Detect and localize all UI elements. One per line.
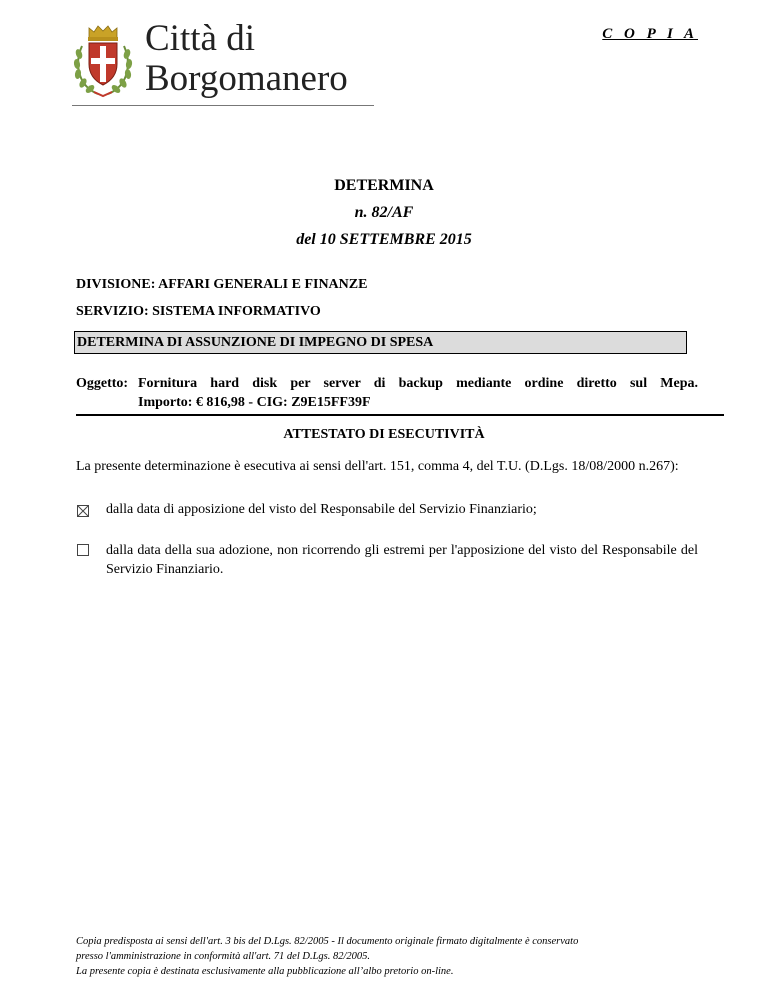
oggetto-importo: Importo: € 816,98 - CIG: Z9E15FF39F (138, 395, 371, 410)
divisione-line: DIVISIONE: AFFARI GENERALI E FINANZE (76, 277, 368, 292)
section-divider (76, 414, 724, 416)
document-title: DETERMINA (334, 177, 434, 194)
footer-note (76, 934, 716, 979)
attestato-heading: ATTESTATO DI ESECUTIVITÀ (283, 427, 485, 442)
logo-divider (72, 105, 374, 106)
footer-line-1: Copia predisposta ai sensi dell'art. 3 bis del D.Lgs. 82/2005 - Il documento originale firmato digitalmente è conservato (76, 936, 579, 947)
attestato-body: La presente determinazione è esecutiva ai sensi dell'art. 151, comma 4, del T.U. (D.Lgs. 18/08/2000 n.267): (76, 459, 679, 474)
option-adozione: dalla data della sua adozione, non ricorrendo gli estremi per l'apposizione del visto del Responsabile del Servizio Finanziario. (106, 543, 698, 577)
checkbox-unchecked (77, 544, 89, 556)
footer-line-2: presso l'amministrazione in conformità all'art. 71 del D.Lgs. 82/2005. (76, 951, 371, 962)
copia-label: C O P I A (602, 26, 698, 42)
footer-line-3: La presente copia è destinata esclusivamente alla pubblicazione all’albo pretorio on-line. (76, 966, 454, 977)
city-crest-logo (72, 24, 134, 100)
determina-type-box: DETERMINA DI ASSUNZIONE DI IMPEGNO DI SPESA (74, 331, 687, 354)
document-number: n. 82/AF (354, 204, 414, 221)
document-date: del 10 SETTEMBRE 2015 (296, 231, 472, 248)
oggetto-label: Oggetto: (76, 376, 129, 391)
logo-text-citta: Città di (145, 18, 255, 59)
checkbox-checked (77, 505, 89, 517)
servizio-line: SERVIZIO: SISTEMA INFORMATIVO (76, 304, 321, 319)
oggetto-text: Fornitura hard disk per server di backup mediante ordine diretto sul Mepa. (138, 376, 698, 391)
option-visto: dalla data di apposizione del visto del Responsabile del Servizio Finanziario; (106, 502, 537, 517)
logo-text-borgomanero: Borgomanero (145, 58, 348, 99)
